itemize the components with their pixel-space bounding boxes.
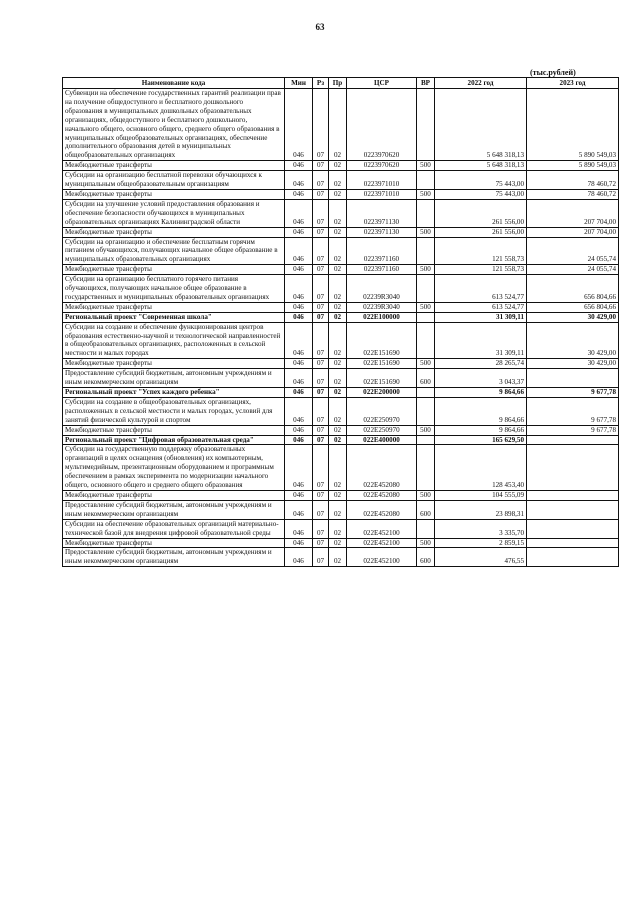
cell-2022: 2 859,15 (435, 538, 527, 548)
cell-min: 046 (285, 237, 313, 265)
cell-csr: 0223970620 (347, 89, 417, 161)
cell-2022: 121 558,73 (435, 265, 527, 275)
table-row (63, 369, 619, 388)
cell-2023 (527, 500, 619, 519)
cell-2022: 165 629,50 (435, 435, 527, 445)
cell-pr: 02 (329, 388, 347, 398)
cell-min: 046 (285, 490, 313, 500)
cell-csr: 022E452100 (347, 538, 417, 548)
cell-name: Межбюджетные трансферты (63, 161, 285, 171)
header-csr: ЦСР (347, 78, 417, 89)
cell-min: 046 (285, 388, 313, 398)
cell-2023: 9 677,78 (527, 397, 619, 425)
cell-min: 046 (285, 397, 313, 425)
cell-min: 046 (285, 189, 313, 199)
cell-vr: 500 (417, 359, 435, 369)
budget-table (62, 77, 619, 567)
cell-2022: 28 265,74 (435, 359, 527, 369)
cell-vr (417, 397, 435, 425)
cell-vr (417, 275, 435, 303)
cell-min: 046 (285, 435, 313, 445)
cell-rz: 07 (313, 425, 329, 435)
cell-csr: 022E100000 (347, 312, 417, 322)
cell-vr: 600 (417, 500, 435, 519)
cell-csr: 022E200000 (347, 388, 417, 398)
cell-vr (417, 89, 435, 161)
cell-min: 046 (285, 519, 313, 538)
cell-rz: 07 (313, 227, 329, 237)
cell-2022: 5 648 318,13 (435, 161, 527, 171)
cell-rz: 07 (313, 189, 329, 199)
cell-name: Межбюджетные трансферты (63, 538, 285, 548)
page-number: 63 (315, 22, 325, 32)
cell-rz: 07 (313, 369, 329, 388)
cell-min: 046 (285, 89, 313, 161)
cell-pr: 02 (329, 199, 347, 227)
cell-vr (417, 322, 435, 359)
table-row (63, 548, 619, 567)
table-row (63, 275, 619, 303)
cell-2023: 24 055,74 (527, 237, 619, 265)
cell-rz: 07 (313, 171, 329, 190)
cell-rz: 07 (313, 237, 329, 265)
cell-name: Региональный проект "Современная школа" (63, 312, 285, 322)
cell-min: 046 (285, 312, 313, 322)
cell-2023 (527, 435, 619, 445)
cell-pr: 02 (329, 519, 347, 538)
cell-2023 (527, 548, 619, 567)
header-min: Мин (285, 78, 313, 89)
cell-2022: 121 558,73 (435, 237, 527, 265)
cell-name: Предоставление субсидий бюджетным, автономным учреждениям и иным некоммерческим организациям (63, 500, 285, 519)
cell-name: Предоставление субсидий бюджетным, автономным учреждениям и иным некоммерческим организациям (63, 548, 285, 567)
cell-vr: 500 (417, 227, 435, 237)
cell-name: Субсидии на создание в общеобразовательных организациях, расположенных в сельской местности и малых городах, условий для занятий физической культурой и спортом (63, 397, 285, 425)
cell-name: Субсидии на обеспечение образовательных организаций материально-технической базой для внедрения цифровой образовательной среды (63, 519, 285, 538)
cell-pr: 02 (329, 161, 347, 171)
cell-pr: 02 (329, 369, 347, 388)
table-row (63, 265, 619, 275)
cell-csr: 022E452080 (347, 500, 417, 519)
cell-name: Межбюджетные трансферты (63, 189, 285, 199)
cell-2022: 261 556,00 (435, 199, 527, 227)
cell-2023: 24 055,74 (527, 265, 619, 275)
cell-vr: 500 (417, 302, 435, 312)
table-row (63, 312, 619, 322)
cell-pr: 02 (329, 237, 347, 265)
table-row (63, 359, 619, 369)
cell-csr: 022E151690 (347, 369, 417, 388)
cell-rz: 07 (313, 538, 329, 548)
header-2022: 2022 год (435, 78, 527, 89)
cell-2023: 9 677,78 (527, 388, 619, 398)
cell-vr: 600 (417, 548, 435, 567)
table-row (63, 538, 619, 548)
cell-2022: 261 556,00 (435, 227, 527, 237)
table-body (63, 89, 619, 567)
table-row (63, 500, 619, 519)
cell-2022: 9 864,66 (435, 397, 527, 425)
cell-2022: 613 524,77 (435, 275, 527, 303)
header-rz: Рз (313, 78, 329, 89)
cell-csr: 0223971160 (347, 237, 417, 265)
cell-csr: 022E400000 (347, 435, 417, 445)
cell-vr: 500 (417, 538, 435, 548)
cell-pr: 02 (329, 490, 347, 500)
cell-2023: 30 429,00 (527, 312, 619, 322)
table-row (63, 322, 619, 359)
cell-csr: 022E151690 (347, 322, 417, 359)
cell-min: 046 (285, 302, 313, 312)
cell-vr (417, 445, 435, 491)
cell-2023: 9 677,78 (527, 425, 619, 435)
cell-2022: 476,55 (435, 548, 527, 567)
cell-2022: 3 335,70 (435, 519, 527, 538)
cell-vr (417, 435, 435, 445)
cell-pr: 02 (329, 312, 347, 322)
cell-2023: 30 429,00 (527, 322, 619, 359)
table-row (63, 397, 619, 425)
table-row (63, 161, 619, 171)
table-row (63, 445, 619, 491)
cell-name: Межбюджетные трансферты (63, 425, 285, 435)
table-row (63, 490, 619, 500)
cell-min: 046 (285, 548, 313, 567)
cell-rz: 07 (313, 199, 329, 227)
cell-csr: 02239R3040 (347, 302, 417, 312)
cell-rz: 07 (313, 275, 329, 303)
cell-pr: 02 (329, 397, 347, 425)
cell-csr: 0223971160 (347, 265, 417, 275)
cell-2022: 23 898,31 (435, 500, 527, 519)
table-row (63, 171, 619, 190)
cell-min: 046 (285, 538, 313, 548)
cell-min: 046 (285, 425, 313, 435)
cell-rz: 07 (313, 302, 329, 312)
cell-vr: 600 (417, 369, 435, 388)
cell-rz: 07 (313, 435, 329, 445)
cell-rz: 07 (313, 312, 329, 322)
cell-rz: 07 (313, 265, 329, 275)
cell-pr: 02 (329, 302, 347, 312)
header-pr: Пр (329, 78, 347, 89)
cell-2022: 3 043,37 (435, 369, 527, 388)
cell-pr: 02 (329, 500, 347, 519)
cell-vr (417, 199, 435, 227)
cell-2023 (527, 490, 619, 500)
cell-name: Субсидии на организацию бесплатного горячего питания обучающихся, получающих начальное общее образование в государственных и муниципальных образовательных организациях (63, 275, 285, 303)
cell-pr: 02 (329, 265, 347, 275)
cell-min: 046 (285, 359, 313, 369)
cell-2023: 5 890 549,03 (527, 161, 619, 171)
cell-pr: 02 (329, 359, 347, 369)
cell-vr: 500 (417, 425, 435, 435)
cell-pr: 02 (329, 89, 347, 161)
cell-2023: 5 890 549,03 (527, 89, 619, 161)
cell-2023: 207 704,00 (527, 199, 619, 227)
cell-pr: 02 (329, 322, 347, 359)
cell-rz: 07 (313, 322, 329, 359)
cell-name: Предоставление субсидий бюджетным, автономным учреждениям и иным некоммерческим организациям (63, 369, 285, 388)
cell-2022: 5 648 318,13 (435, 89, 527, 161)
cell-name: Субсидии на организацию бесплатной перевозки обучающихся к муниципальным общеобразовательным организациям (63, 171, 285, 190)
table-row (63, 227, 619, 237)
cell-csr: 022E452080 (347, 445, 417, 491)
cell-2023 (527, 445, 619, 491)
cell-2023: 30 429,00 (527, 359, 619, 369)
cell-name: Региональный проект "Успех каждого ребенка" (63, 388, 285, 398)
table-row (63, 388, 619, 398)
cell-min: 046 (285, 199, 313, 227)
header-name: Наименование кода (63, 78, 285, 89)
cell-2023 (527, 538, 619, 548)
table-row (63, 425, 619, 435)
cell-pr: 02 (329, 227, 347, 237)
cell-csr: 022E452100 (347, 548, 417, 567)
table-row (63, 189, 619, 199)
units-label: (тыс.рублей) (530, 68, 576, 77)
cell-rz: 07 (313, 548, 329, 567)
cell-2023: 656 804,66 (527, 302, 619, 312)
cell-min: 046 (285, 161, 313, 171)
cell-vr: 500 (417, 490, 435, 500)
cell-2023 (527, 369, 619, 388)
cell-min: 046 (285, 322, 313, 359)
cell-vr (417, 171, 435, 190)
cell-vr (417, 519, 435, 538)
cell-pr: 02 (329, 275, 347, 303)
cell-name: Субвенции на обеспечение государственных гарантий реализации прав на получение общедоступного и бесплатного дошкольного образования в муниципальных дошкольных образовательных организациях, общедоступного и бесплатного дошкольного, начального общего, основного общего, среднего общего образования в муниципальных общеобразовательных организациях, обеспечение дополнительного образования детей в муниципальных общеобразовательных организациях (63, 89, 285, 161)
cell-name: Межбюджетные трансферты (63, 302, 285, 312)
cell-2022: 104 555,09 (435, 490, 527, 500)
cell-csr: 0223971010 (347, 171, 417, 190)
cell-2023: 78 460,72 (527, 189, 619, 199)
header-vr: ВР (417, 78, 435, 89)
cell-name: Субсидии на улучшение условий предоставления образования и обеспечение безопасности обучающихся в муниципальных образовательных организациях Калининградской области (63, 199, 285, 227)
cell-2023: 207 704,00 (527, 227, 619, 237)
cell-2022: 128 453,40 (435, 445, 527, 491)
cell-vr: 500 (417, 265, 435, 275)
cell-min: 046 (285, 265, 313, 275)
cell-rz: 07 (313, 490, 329, 500)
cell-name: Субсидии на государственную поддержку образовательных организаций в целях оснащения (обновления) их компьютерным, мультимедийным, презентационным оборудованием и программным обеспечением в рамках эксперимента по модернизации начального общего, основного общего и среднего общего образования (63, 445, 285, 491)
cell-name: Субсидии на создание и обеспечение функционирования центров образования естественно-научной и технологической направленностей в общеобразовательных организациях, расположенных в сельской местности и малых городах (63, 322, 285, 359)
cell-vr: 500 (417, 161, 435, 171)
cell-name: Региональный проект "Цифровая образовательная среда" (63, 435, 285, 445)
cell-pr: 02 (329, 435, 347, 445)
table-header-row (63, 78, 619, 89)
cell-name: Межбюджетные трансферты (63, 265, 285, 275)
cell-pr: 02 (329, 171, 347, 190)
cell-min: 046 (285, 445, 313, 491)
cell-rz: 07 (313, 445, 329, 491)
cell-csr: 022E250970 (347, 425, 417, 435)
cell-pr: 02 (329, 548, 347, 567)
cell-pr: 02 (329, 189, 347, 199)
cell-2022: 613 524,77 (435, 302, 527, 312)
cell-vr (417, 237, 435, 265)
cell-pr: 02 (329, 538, 347, 548)
cell-name: Межбюджетные трансферты (63, 359, 285, 369)
cell-vr (417, 312, 435, 322)
cell-min: 046 (285, 275, 313, 303)
cell-min: 046 (285, 500, 313, 519)
cell-csr: 0223971130 (347, 199, 417, 227)
cell-2022: 75 443,00 (435, 189, 527, 199)
cell-2022: 31 309,11 (435, 322, 527, 359)
cell-csr: 022E151690 (347, 359, 417, 369)
table-row (63, 302, 619, 312)
cell-name: Субсидии на организацию и обеспечение бесплатным горячим питанием обучающихся, получающих начальное общее образование в муниципальных образовательных организациях (63, 237, 285, 265)
cell-rz: 07 (313, 397, 329, 425)
cell-2022: 31 309,11 (435, 312, 527, 322)
cell-rz: 07 (313, 519, 329, 538)
table-row (63, 199, 619, 227)
cell-vr (417, 388, 435, 398)
cell-csr: 02239R3040 (347, 275, 417, 303)
cell-csr: 0223970620 (347, 161, 417, 171)
cell-csr: 0223971130 (347, 227, 417, 237)
cell-rz: 07 (313, 359, 329, 369)
cell-2023: 78 460,72 (527, 171, 619, 190)
cell-name: Межбюджетные трансферты (63, 227, 285, 237)
cell-vr: 500 (417, 189, 435, 199)
cell-pr: 02 (329, 425, 347, 435)
cell-2023: 656 804,66 (527, 275, 619, 303)
cell-csr: 0223971010 (347, 189, 417, 199)
cell-2023 (527, 519, 619, 538)
cell-csr: 022E452100 (347, 519, 417, 538)
header-2023: 2023 год (527, 78, 619, 89)
cell-min: 046 (285, 369, 313, 388)
cell-pr: 02 (329, 445, 347, 491)
cell-2022: 9 864,66 (435, 425, 527, 435)
table-row (63, 237, 619, 265)
cell-min: 046 (285, 227, 313, 237)
cell-rz: 07 (313, 500, 329, 519)
cell-rz: 07 (313, 89, 329, 161)
cell-min: 046 (285, 171, 313, 190)
cell-rz: 07 (313, 388, 329, 398)
cell-rz: 07 (313, 161, 329, 171)
cell-2022: 9 864,66 (435, 388, 527, 398)
cell-name: Межбюджетные трансферты (63, 490, 285, 500)
table-row (63, 89, 619, 161)
cell-2022: 75 443,00 (435, 171, 527, 190)
cell-csr: 022E452080 (347, 490, 417, 500)
table-row (63, 519, 619, 538)
cell-csr: 022E250970 (347, 397, 417, 425)
table-row (63, 435, 619, 445)
